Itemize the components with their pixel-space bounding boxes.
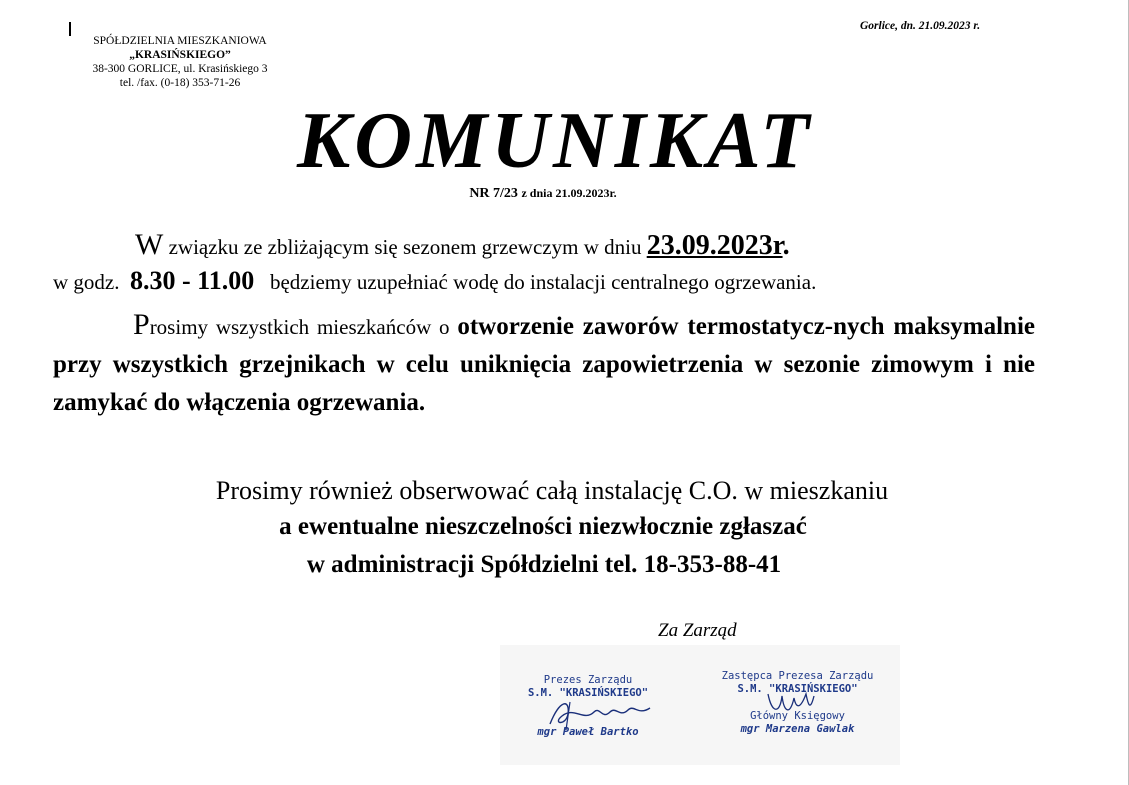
paragraph-2: [53, 306, 1035, 422]
document-subtitle: [0, 186, 1086, 202]
signoff: Za Zarząd: [658, 620, 737, 641]
paragraph-5: w administracji Spółdzielni tel. 18-353-88-41: [306, 551, 782, 578]
stamp-vice-org: S.M. "KRASIŃSKIEGO": [737, 683, 858, 695]
heating-date-period: .: [782, 230, 790, 261]
organization-header: [70, 34, 290, 90]
paragraph-1-line-2: [53, 260, 1043, 303]
hours-text: będziemy uzupełniać wodę do instalacji centralnego ogrzewania.: [269, 270, 817, 294]
paragraph-3: Prosimy również obserwować całą instalację C.O. w mieszkaniu: [215, 476, 889, 505]
heating-date: 23.09.2023r: [646, 230, 783, 261]
place-date: Gorlice, dn. 21.09.2023 r.: [860, 20, 981, 32]
stamp-vice-president: [700, 670, 895, 736]
subtitle-date: z dnia 21.09.2023r.: [521, 186, 617, 200]
stamp-president-role: Prezes Zarządu: [543, 674, 633, 686]
stamp-president: [508, 674, 668, 739]
stamp-vice-person: mgr Marzena Gawlak: [740, 723, 855, 735]
paragraph-2-dropcap: P: [133, 308, 150, 341]
hours-prefix: w godz.: [53, 270, 120, 294]
stamp-president-org: S.M. "KRASIŃSKIEGO": [527, 687, 649, 699]
paragraph-2-lead: rosimy wszystkich mieszkańców o: [149, 315, 458, 339]
org-line-3: 38-300 GORLICE, ul. Krasińskiego 3: [92, 63, 268, 75]
org-line-2: „KRASIŃSKIEGO”: [129, 49, 231, 61]
paragraph-1-text: związku ze zbliżającym się sezonem grzewczym w dniu: [163, 235, 647, 259]
hours-range: 8.30 - 11.00: [130, 266, 255, 295]
org-line-4: tel. /fax. (0-18) 353-71-26: [119, 77, 241, 89]
org-line-1: SPÓŁDZIELNIA MIESZKANIOWA: [93, 35, 267, 47]
stamp-vice-role: Zastępca Prezesa Zarządu: [721, 670, 874, 682]
paragraph-2-bold: otworzenie zaworów termostatycz-nych maksymalnie przy wszystkich grzejnikach w celu uniknięcia zapowietrzenia w sezonie zimowym i nie zamykać do włączenia ogrzewania.: [53, 313, 1036, 416]
paragraph-1-dropcap: W: [135, 228, 164, 261]
stamp-vice-role2: Główny Księgowy: [750, 710, 845, 722]
paragraph-4: a ewentualne nieszczelności niezwłocznie zgłaszać: [279, 513, 807, 540]
document-title: KOMUNIKAT: [296, 97, 814, 185]
subtitle-number: NR 7/23: [469, 186, 518, 201]
paragraph-1: [53, 224, 1043, 303]
stamp-president-person: mgr Paweł Bartko: [537, 726, 639, 738]
